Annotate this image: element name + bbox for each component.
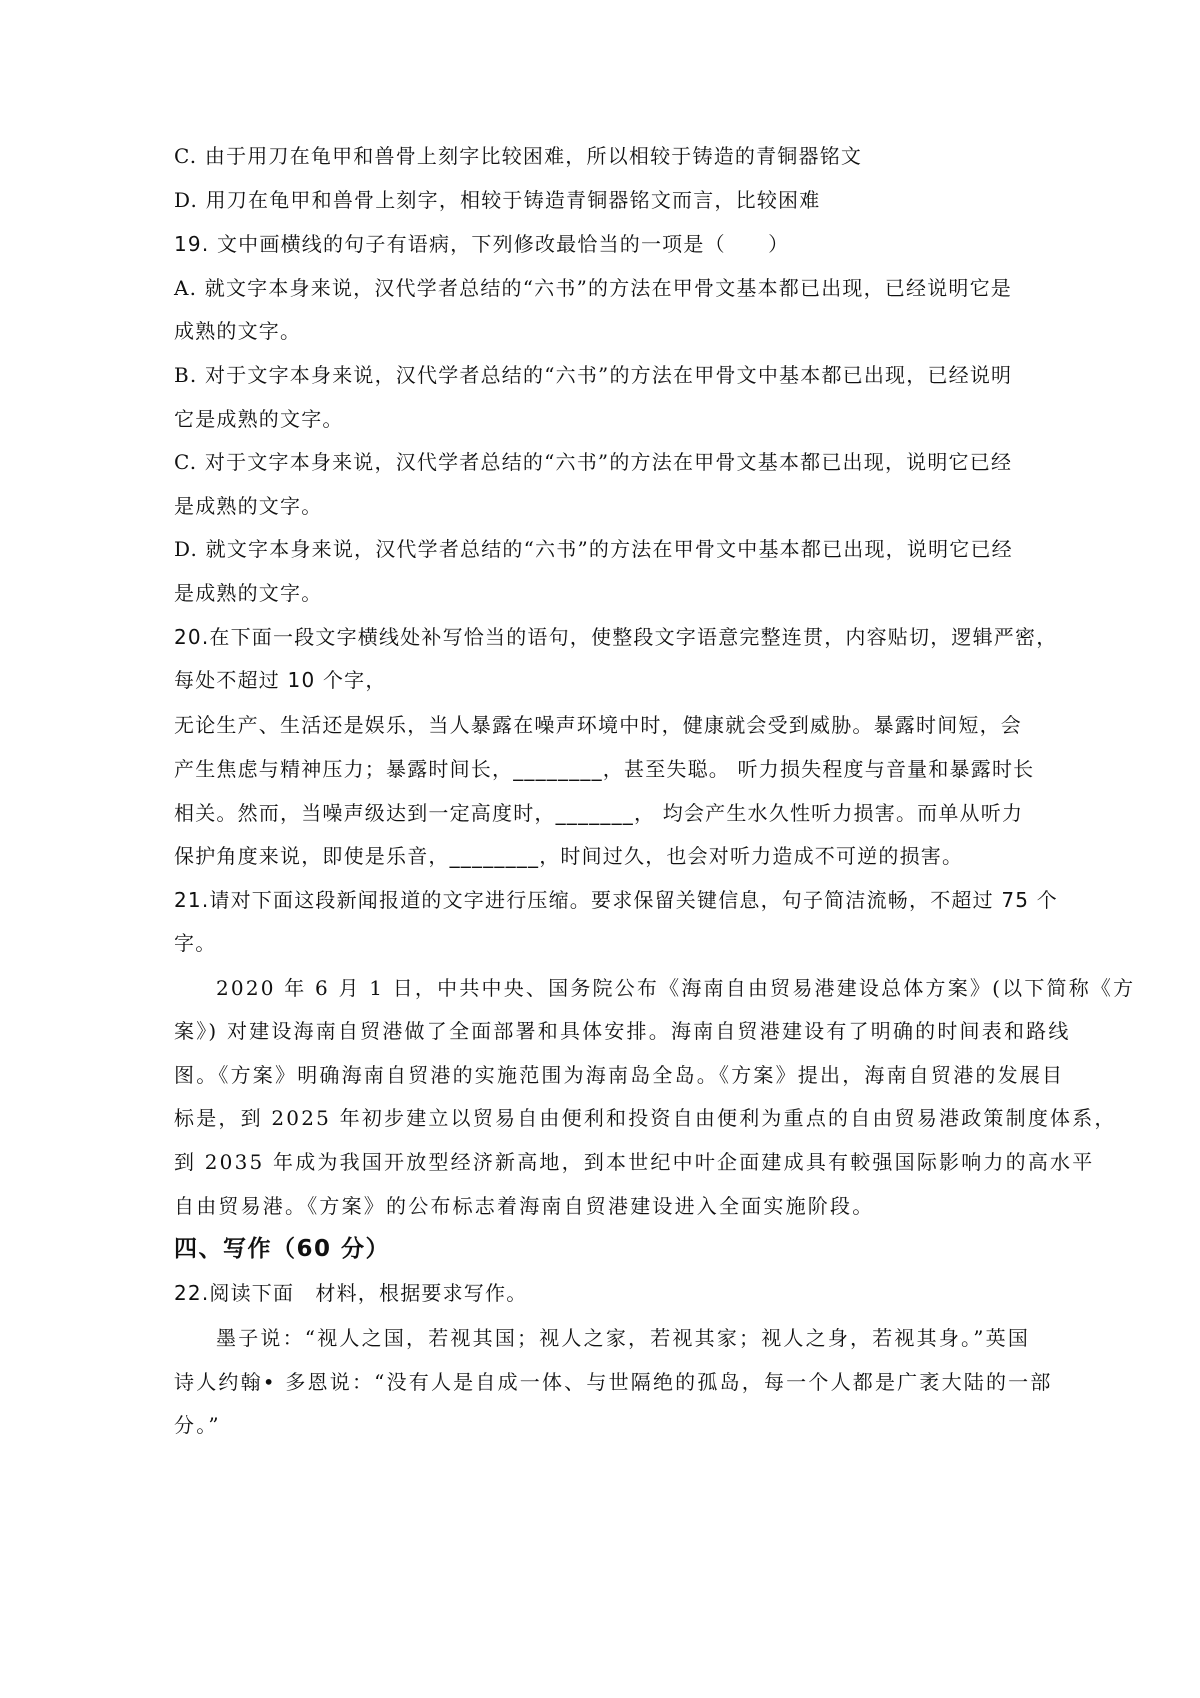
option-d-q18: D. 用刀在龟甲和兽骨上刻字，相较于铸造青铜器铭文而言，比较困难 — [174, 188, 821, 212]
option-b-q19-cont: 它是成熟的文字。 — [174, 407, 344, 431]
news-passage-5: 到 2035 年成为我国开放型经济新高地，到本世纪中叶企面建成具有較强国际影响力的高水平 — [174, 1150, 1095, 1174]
option-c-q19-cont: 是成熟的文字。 — [174, 494, 323, 518]
question-20-stem-cont: 每处不超过 10 个字， — [174, 668, 387, 692]
question-20-passage-1: 无论生产、生活还是娱乐，当人暴露在噪声环境中时，健康就会受到威胁。暴露时间短，会 — [174, 713, 1022, 737]
option-b-q19: B. 对于文字本身来说，汉代学者总结的“六书”的方法在甲骨文中基本都已出现，已经说明 — [174, 363, 1013, 387]
news-passage-2: 案》) 对建设海南自贸港做了全面部署和具体安排。海南自贸港建设有了明确的时间表和路线 — [174, 1019, 1071, 1043]
option-a-q19-cont: 成熟的文字。 — [174, 319, 302, 343]
news-passage-1: 2020 年 6 月 1 日，中共中央、国务院公布《海南自由贸易港建设总体方案》(以下简称《方 — [216, 976, 1136, 1000]
news-passage-3: 图。《方案》明确海南自贸港的实施范围为海南岛全岛。《方案》提出，海南自贸港的发展目 — [174, 1063, 1065, 1087]
news-passage-6: 自由贸易港。《方案》的公布标志着海南自贸港建设进入全面实施阶段。 — [174, 1194, 875, 1218]
question-20-passage-3: 相关。然而，当噪声级达到一定高度时，_______， 均会产生水久性听力损害。而单从听力 — [174, 801, 1024, 825]
option-d-q19: D. 就文字本身来说，汉代学者总结的“六书”的方法在甲骨文中基本都已出现，说明它已经 — [174, 537, 1013, 561]
question-21-stem: 21.请对下面这段新闻报道的文字进行压缩。要求保留关键信息，句子简洁流畅，不超过 75 个 — [174, 888, 1058, 912]
material-passage-1: 墨子说：“视人之国，若视其国；视人之家，若视其家；视人之身，若视其身。”英国 — [216, 1326, 1031, 1350]
question-20-passage-2: 产生焦虑与精神压力；暴露时间长，________，甚至失聪。 听力损失程度与音量和暴露时长 — [174, 757, 1035, 781]
news-passage-4: 标是，到 2025 年初步建立以贸易自由便利和投资自由便利为重点的自由贸易港政策制度体系， — [174, 1106, 1117, 1130]
question-21-stem-cont: 字。 — [174, 931, 217, 955]
question-22-stem: 22.阅读下面 材料，根据要求写作。 — [174, 1281, 528, 1305]
option-c-q18: C. 由于用刀在龟甲和兽骨上刻字比较困难，所以相较于铸造的青铜器铭文 — [174, 144, 863, 168]
question-20-stem: 20.在下面一段文字横线处补写恰当的语句，使整段文字语意完整连贯，内容贴切，逻辑严密， — [174, 625, 1058, 649]
question-19-stem: 19. 文中画横线的句子有语病，下列修改最恰当的一项是（ ） — [174, 232, 790, 256]
material-passage-2: 诗人约翰• 多恩说：“没有人是自成一体、与世隔绝的孤岛，每一个人都是广袤大陆的一部 — [174, 1370, 1053, 1394]
option-d-q19-cont: 是成熟的文字。 — [174, 581, 323, 605]
option-c-q19: C. 对于文字本身来说，汉代学者总结的“六书”的方法在甲骨文基本都已出现，说明它已经 — [174, 450, 1013, 474]
option-a-q19: A. 就文字本身来说，汉代学者总结的“六书”的方法在甲骨文基本都已出现，已经说明它是 — [174, 276, 1013, 300]
question-20-passage-4: 保护角度来说，即使是乐音，________，时间过久，也会对听力造成不可逆的损害。 — [174, 844, 964, 868]
material-passage-3: 分。” — [174, 1413, 221, 1437]
section-heading-writing: 四、写作（60 分） — [174, 1236, 391, 1262]
